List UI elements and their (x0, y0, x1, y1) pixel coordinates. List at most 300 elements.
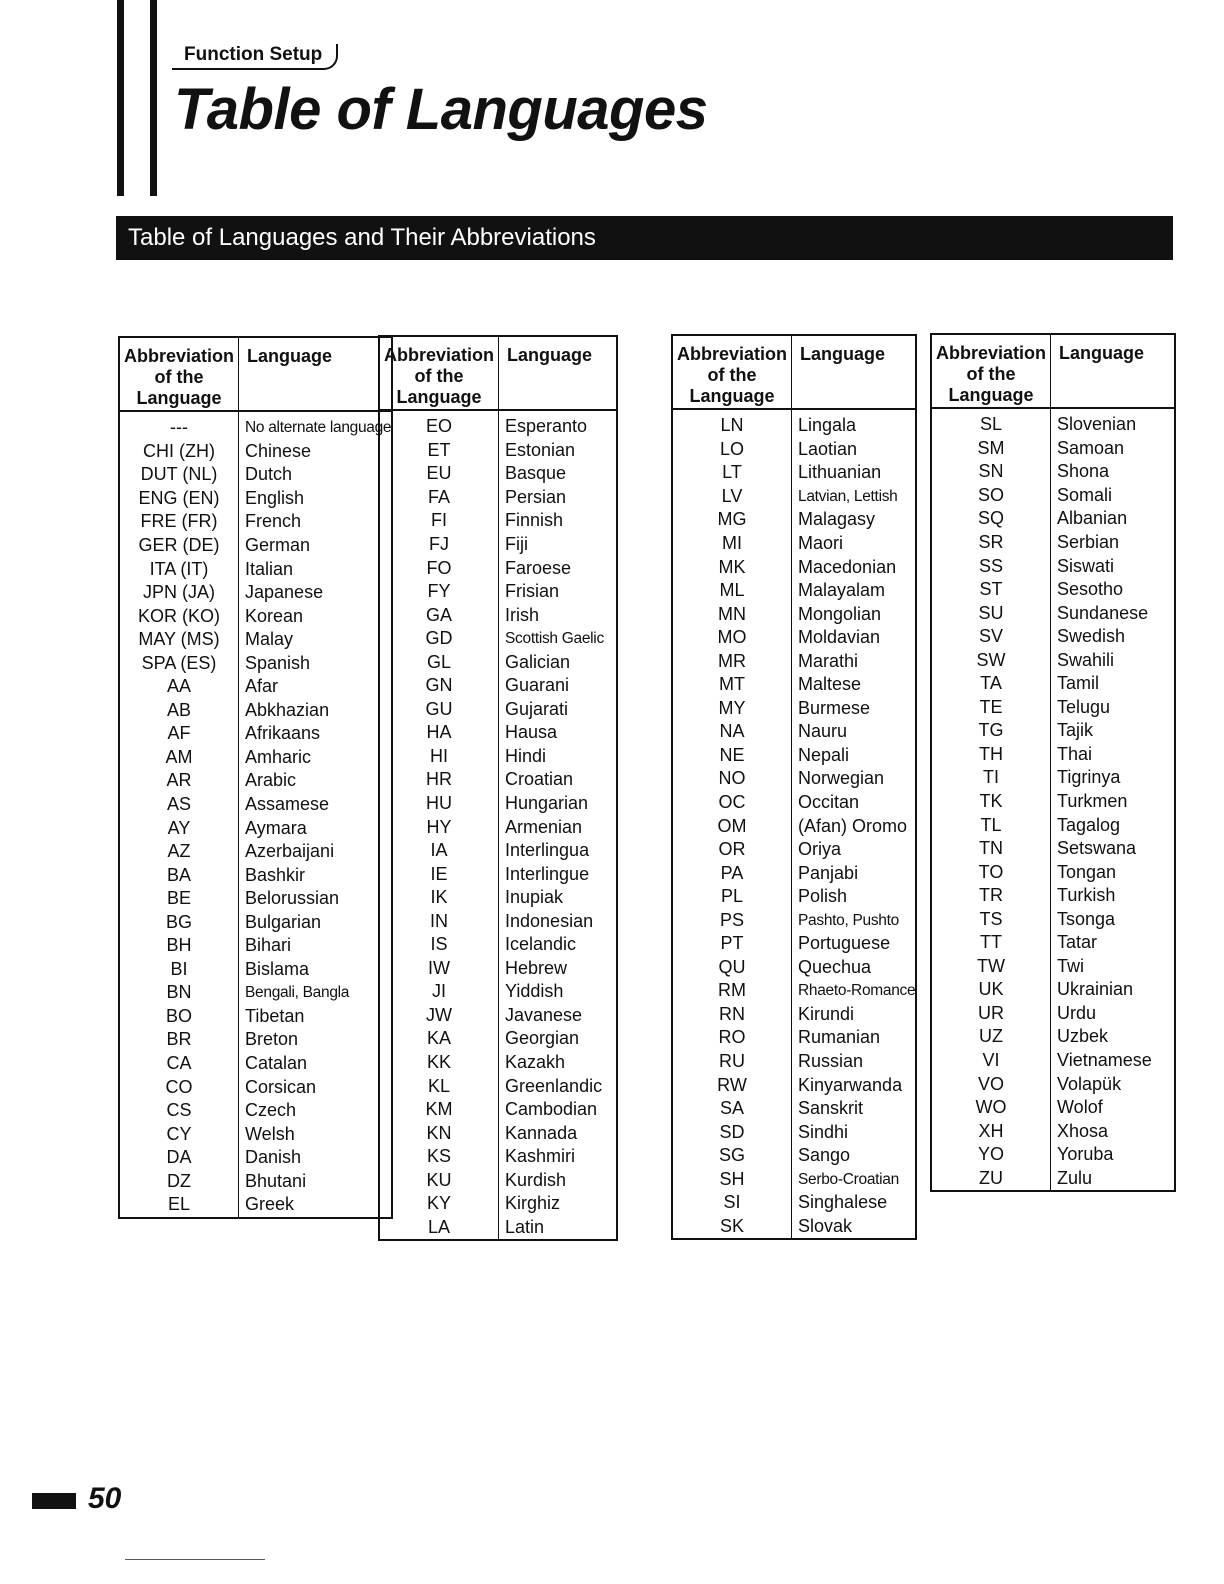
margin-bar-right (150, 0, 157, 196)
language-cell: Malay (245, 629, 294, 650)
table-row (931, 766, 1175, 790)
abbreviation-cell: SU (931, 601, 1051, 625)
language-cell: Sundanese (1057, 602, 1149, 623)
language-cell: Tajik (1057, 720, 1094, 741)
language-cell: Kirghiz (505, 1193, 561, 1214)
table-row (379, 533, 617, 557)
language-cell: Xhosa (1057, 1120, 1109, 1141)
language-cell: Slovenian (1057, 414, 1137, 435)
language-cell: Interlingue (505, 863, 590, 884)
abbreviation-cell: BN (119, 981, 239, 1005)
abbreviation-cell: HY (379, 815, 499, 839)
language-cell: Portuguese (798, 933, 891, 954)
language-cell: Hungarian (505, 793, 589, 814)
table-row (931, 696, 1175, 720)
abbreviation-cell: MT (672, 673, 792, 697)
table-row (119, 934, 392, 958)
table-row (672, 409, 916, 438)
abbreviation-cell: SH (672, 1168, 792, 1192)
abbreviation-cell: EO (379, 410, 499, 439)
language-cell: Afrikaans (245, 723, 321, 744)
abbreviation-cell: TN (931, 837, 1051, 861)
language-cell: Lingala (798, 415, 857, 436)
abbreviation-cell: AM (119, 746, 239, 770)
table-row (379, 721, 617, 745)
abbreviation-cell: AY (119, 816, 239, 840)
table-row (119, 699, 392, 723)
abbreviation-cell: MO (672, 626, 792, 650)
table-row (119, 628, 392, 652)
language-cell: Tatar (1057, 932, 1098, 953)
header-abbreviation: Abbreviation of the Language (672, 335, 792, 409)
abbreviation-cell: GN (379, 674, 499, 698)
abbreviation-cell: AA (119, 675, 239, 699)
language-cell: Occitan (798, 792, 860, 813)
language-cell: Oriya (798, 839, 842, 860)
abbreviation-cell: ITA (IT) (119, 557, 239, 581)
abbreviation-cell: LN (672, 409, 792, 438)
abbreviation-cell: TH (931, 743, 1051, 767)
table-row (379, 439, 617, 463)
language-cell: Sango (798, 1145, 851, 1166)
table-row (379, 674, 617, 698)
abbreviation-cell: LO (672, 438, 792, 462)
page-marker-bar (32, 1493, 76, 1509)
language-cell: Maltese (798, 674, 862, 695)
table-row (119, 675, 392, 699)
table-row (379, 1145, 617, 1169)
abbreviation-cell: YO (931, 1143, 1051, 1167)
language-cell: French (245, 511, 302, 532)
language-cell: Thai (1057, 743, 1093, 764)
language-cell: Norwegian (798, 768, 885, 789)
language-cell: Hindi (505, 745, 547, 766)
abbreviation-cell: SR (931, 531, 1051, 555)
abbreviation-cell: RO (672, 1026, 792, 1050)
abbreviation-cell: FI (379, 509, 499, 533)
abbreviation-cell: MR (672, 649, 792, 673)
table-row (672, 626, 916, 650)
language-cell: Turkish (1057, 885, 1116, 906)
language-cell: Bashkir (245, 864, 306, 885)
table-row (672, 1050, 916, 1074)
scan-artifact-line (125, 1559, 265, 1560)
abbreviation-cell: GU (379, 698, 499, 722)
language-cell: Nauru (798, 721, 848, 742)
language-cell: Georgian (505, 1028, 580, 1049)
abbreviation-cell: HA (379, 721, 499, 745)
language-cell: Aymara (245, 817, 307, 838)
abbreviation-cell: FA (379, 486, 499, 510)
abbreviation-cell: QU (672, 956, 792, 980)
abbreviation-cell: MK (672, 555, 792, 579)
abbreviation-cell: RW (672, 1073, 792, 1097)
language-cell: Swahili (1057, 649, 1115, 670)
language-cell: Maori (798, 533, 844, 553)
table-row (931, 1072, 1175, 1096)
abbreviation-cell: BR (119, 1028, 239, 1052)
table-row (379, 1121, 617, 1145)
language-cell: (Afan) Oromo (798, 815, 908, 836)
language-cell: Japanese (245, 582, 324, 603)
language-cell: Uzbek (1057, 1026, 1109, 1047)
table-row (672, 1168, 916, 1192)
table-row (379, 1051, 617, 1075)
abbreviation-cell: PA (672, 861, 792, 885)
language-cell: Basque (505, 463, 567, 484)
table-row (119, 581, 392, 605)
table-row (379, 462, 617, 486)
abbreviation-cell: TA (931, 672, 1051, 696)
abbreviation-cell: OC (672, 791, 792, 815)
language-cell: Zulu (1057, 1167, 1093, 1188)
abbreviation-cell: HR (379, 768, 499, 792)
abbreviation-cell: ST (931, 578, 1051, 602)
page-number: 50 (88, 1482, 122, 1515)
language-cell: Interlingua (505, 840, 590, 861)
header-language: Language (1051, 334, 1175, 408)
language-cell: Shona (1057, 461, 1110, 482)
language-cell: Kazakh (505, 1052, 566, 1073)
abbreviation-cell: LT (672, 461, 792, 485)
abbreviation-cell: AZ (119, 840, 239, 864)
table-row (379, 862, 617, 886)
language-cell: Italian (245, 558, 294, 579)
table-row (379, 603, 617, 627)
abbreviation-cell: BA (119, 863, 239, 887)
language-cell: Bislama (245, 958, 310, 979)
table-row (672, 438, 916, 462)
language-cell: Malagasy (798, 509, 876, 530)
abbreviation-cell: IE (379, 862, 499, 886)
language-cell: Croatian (505, 769, 574, 790)
section-banner: Table of Languages and Their Abbreviations (116, 216, 1173, 260)
table-row (672, 932, 916, 956)
table-row (119, 769, 392, 793)
language-cell: Macedonian (798, 556, 897, 577)
abbreviation-cell: UR (931, 1002, 1051, 1026)
table-row (931, 1167, 1175, 1192)
table-row (379, 1098, 617, 1122)
language-cell: Panjabi (798, 862, 859, 883)
language-cell: Kurdish (505, 1169, 567, 1190)
language-cell: Bulgarian (245, 911, 322, 932)
abbreviation-cell: EU (379, 462, 499, 486)
language-cell: Tigrinya (1057, 767, 1121, 788)
abbreviation-cell: VI (931, 1049, 1051, 1073)
language-cell: Esperanto (505, 416, 588, 437)
abbreviation-cell: GL (379, 650, 499, 674)
language-cell: No alternate language (245, 419, 392, 437)
language-cell: Czech (245, 1100, 297, 1121)
language-cell: Kashmiri (505, 1146, 576, 1167)
abbreviation-cell: IS (379, 933, 499, 957)
language-cell: Mongolian (798, 603, 882, 624)
language-cell: Sanskrit (798, 1098, 864, 1119)
language-cell: Inupiak (505, 887, 564, 908)
table-row (119, 411, 392, 440)
abbreviation-cell: AS (119, 793, 239, 817)
table-row (931, 884, 1175, 908)
abbreviation-cell: XH (931, 1119, 1051, 1143)
language-cell: Volapük (1057, 1073, 1122, 1094)
language-cell: Arabic (245, 770, 297, 791)
table-row (379, 768, 617, 792)
table-row (379, 980, 617, 1004)
table-row (379, 627, 617, 651)
abbreviation-cell: IW (379, 957, 499, 981)
abbreviation-cell: MI (672, 532, 792, 556)
language-cell: Polish (798, 886, 848, 907)
table-row (672, 508, 916, 532)
table-row (931, 484, 1175, 508)
table-row (931, 743, 1175, 767)
table-row (672, 814, 916, 838)
abbreviation-cell: KL (379, 1074, 499, 1098)
abbreviation-cell: ML (672, 579, 792, 603)
abbreviation-cell: WO (931, 1096, 1051, 1120)
abbreviation-cell: JW (379, 1004, 499, 1028)
language-table-3 (671, 334, 917, 1240)
language-cell: Scottish Gaelic (505, 630, 604, 648)
language-cell: Breton (245, 1029, 299, 1050)
table-row (119, 1122, 392, 1146)
table-row (119, 1170, 392, 1194)
table-row (119, 651, 392, 675)
language-cell: Danish (245, 1147, 302, 1168)
table-row (379, 650, 617, 674)
header-language: Language (499, 336, 617, 410)
language-cell: Korean (245, 605, 304, 626)
table-row (931, 507, 1175, 531)
language-cell: Tongan (1057, 861, 1117, 882)
language-cell: Moldavian (798, 627, 881, 648)
table-row (931, 437, 1175, 461)
header-abbreviation: Abbreviation of the Language (931, 334, 1051, 408)
language-cell: Hebrew (505, 957, 568, 978)
language-cell: Russian (798, 1051, 864, 1072)
table-row (672, 838, 916, 862)
abbreviation-cell: BO (119, 1005, 239, 1029)
language-cell: Fiji (505, 534, 529, 554)
language-cell: Albanian (1057, 508, 1128, 529)
language-cell: Lithuanian (798, 462, 882, 483)
abbreviation-cell: MY (672, 697, 792, 721)
language-cell: Tibetan (245, 1005, 305, 1026)
abbreviation-cell: SI (672, 1191, 792, 1215)
language-cell: Serbo-Croatian (798, 1170, 899, 1188)
abbreviation-cell: TL (931, 813, 1051, 837)
abbreviation-cell: CS (119, 1099, 239, 1123)
abbreviation-cell: UK (931, 978, 1051, 1002)
abbreviation-cell: CY (119, 1122, 239, 1146)
language-cell: Yiddish (505, 981, 564, 1002)
abbreviation-cell: SS (931, 554, 1051, 578)
language-cell: Samoan (1057, 437, 1125, 458)
language-cell: Serbian (1057, 532, 1120, 552)
abbreviation-cell: RM (672, 979, 792, 1003)
abbreviation-cell: SV (931, 625, 1051, 649)
table-row (672, 908, 916, 932)
table-row (931, 837, 1175, 861)
table-row (931, 554, 1175, 578)
language-cell: Setswana (1057, 838, 1137, 859)
abbreviation-cell: SK (672, 1215, 792, 1240)
abbreviation-cell: TT (931, 931, 1051, 955)
language-cell: Catalan (245, 1053, 308, 1074)
language-cell: Welsh (245, 1123, 295, 1144)
table-row (119, 863, 392, 887)
abbreviation-cell: KY (379, 1192, 499, 1216)
table-row (119, 1005, 392, 1029)
language-cell: Wolof (1057, 1097, 1103, 1118)
table-row (119, 958, 392, 982)
table-row (672, 461, 916, 485)
abbreviation-cell: CA (119, 1052, 239, 1076)
table-row (379, 1192, 617, 1216)
language-cell: Amharic (245, 746, 312, 767)
table-row (379, 1027, 617, 1051)
table-row (119, 1052, 392, 1076)
table-row (931, 907, 1175, 931)
table-row (931, 860, 1175, 884)
abbreviation-cell: RN (672, 1003, 792, 1027)
language-cell: Quechua (798, 956, 872, 977)
table-row (672, 861, 916, 885)
language-cell: Dutch (245, 464, 293, 485)
abbreviation-cell: PT (672, 932, 792, 956)
table-row (931, 955, 1175, 979)
abbreviation-cell: AB (119, 699, 239, 723)
abbreviation-cell: OR (672, 838, 792, 862)
table-row (379, 957, 617, 981)
abbreviation-cell: SW (931, 648, 1051, 672)
language-cell: Nepali (798, 744, 850, 765)
language-cell: Kinyarwanda (798, 1074, 903, 1095)
language-cell: Telugu (1057, 696, 1111, 717)
abbreviation-cell: FY (379, 580, 499, 604)
language-cell: Swedish (1057, 626, 1126, 647)
language-cell: Belorussian (245, 888, 340, 909)
table-row (379, 815, 617, 839)
table-row (931, 672, 1175, 696)
abbreviation-cell: NO (672, 767, 792, 791)
abbreviation-cell: ET (379, 439, 499, 463)
language-cell: Chinese (245, 440, 312, 461)
abbreviation-cell: SPA (ES) (119, 651, 239, 675)
abbreviation-cell: BI (119, 958, 239, 982)
abbreviation-cell: SD (672, 1120, 792, 1144)
abbreviation-cell: KS (379, 1145, 499, 1169)
abbreviation-cell: ZU (931, 1167, 1051, 1192)
abbreviation-cell: NE (672, 744, 792, 768)
abbreviation-cell: --- (119, 411, 239, 440)
abbreviation-cell: BG (119, 910, 239, 934)
table-row (931, 578, 1175, 602)
abbreviation-cell: JPN (JA) (119, 581, 239, 605)
language-cell: Vietnamese (1057, 1050, 1152, 1071)
language-cell: Tamil (1057, 673, 1100, 694)
language-cell: Azerbaijani (245, 841, 335, 862)
table-row (379, 580, 617, 604)
table-row (119, 1146, 392, 1170)
language-cell: Bengali, Bangla (245, 984, 350, 1002)
language-cell: Urdu (1057, 1002, 1097, 1023)
language-cell: Cambodian (505, 1099, 598, 1120)
abbreviation-cell: TG (931, 719, 1051, 743)
language-table-1 (118, 336, 393, 1219)
abbreviation-cell: TE (931, 696, 1051, 720)
abbreviation-cell: KU (379, 1169, 499, 1193)
language-cell: Greenlandic (505, 1075, 603, 1096)
abbreviation-cell: GA (379, 603, 499, 627)
abbreviation-cell: MG (672, 508, 792, 532)
table-row (379, 410, 617, 439)
abbreviation-cell: TS (931, 907, 1051, 931)
abbreviation-cell: GER (DE) (119, 534, 239, 558)
abbreviation-cell: MAY (MS) (119, 628, 239, 652)
language-cell: Burmese (798, 697, 871, 718)
table-row (119, 981, 392, 1005)
abbreviation-cell: TO (931, 860, 1051, 884)
table-row (672, 579, 916, 603)
language-cell: Kannada (505, 1122, 578, 1143)
language-cell: Malayalam (798, 580, 886, 601)
table-row (931, 1143, 1175, 1167)
table-row (672, 791, 916, 815)
table-row (672, 485, 916, 509)
table-row (119, 746, 392, 770)
table-row (672, 744, 916, 768)
table-row (672, 673, 916, 697)
abbreviation-cell: SQ (931, 507, 1051, 531)
language-cell: Yoruba (1057, 1144, 1114, 1165)
table-row (119, 440, 392, 464)
table-row (672, 1073, 916, 1097)
abbreviation-cell: FRE (FR) (119, 510, 239, 534)
language-cell: Kirundi (798, 1003, 855, 1024)
abbreviation-cell: AF (119, 722, 239, 746)
table-row (931, 1049, 1175, 1073)
language-cell: Sesotho (1057, 579, 1124, 600)
table-row (379, 839, 617, 863)
table-row (931, 1096, 1175, 1120)
abbreviation-cell: LV (672, 485, 792, 509)
abbreviation-cell: RU (672, 1050, 792, 1074)
language-cell: Rumanian (798, 1027, 881, 1048)
table-row (672, 532, 916, 556)
abbreviation-cell: BE (119, 887, 239, 911)
language-cell: Estonian (505, 439, 576, 460)
abbreviation-cell: KK (379, 1051, 499, 1075)
table-row (119, 910, 392, 934)
language-cell: Pashto, Pushto (798, 911, 899, 929)
language-cell: Sindhi (798, 1121, 849, 1142)
language-cell: Gujarati (505, 698, 569, 719)
language-cell: Somali (1057, 484, 1113, 505)
abbreviation-cell: VO (931, 1072, 1051, 1096)
language-cell: Indonesian (505, 910, 594, 931)
abbreviation-cell: BH (119, 934, 239, 958)
language-cell: Assamese (245, 794, 330, 815)
abbreviation-cell: MN (672, 602, 792, 626)
table-row (379, 486, 617, 510)
language-cell: Twi (1057, 955, 1085, 976)
table-row (931, 408, 1175, 437)
table-row (672, 979, 916, 1003)
table-row (931, 531, 1175, 555)
language-cell: Slovak (798, 1215, 853, 1236)
